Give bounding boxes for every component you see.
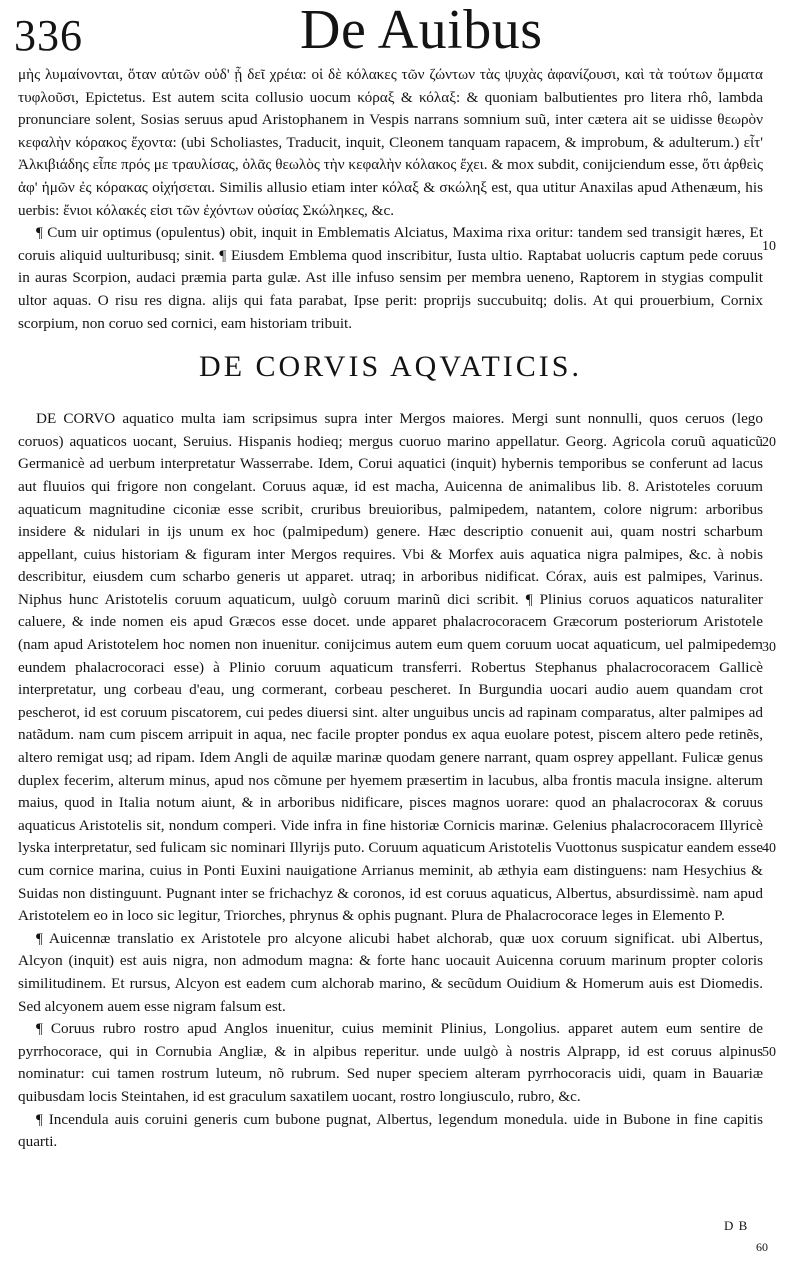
text-body: [18, 64, 763, 1154]
coruus-aquaticus-paragraph: DE CORVO aquatico multa iam scripsimus supra inter Mergos maiores. Mergi sunt nonnulli, quos ceruos (lego coruos) aquaticos uocant, Seruius. Hispanis hodieq; mergus cuoruo marino appellatur. Georg. Agricola coruũ aquaticũ Germanicè ad uerbum interpretatur Wasserrabe. Idem, Corui aquatici (inquit) hybernis temporibus se conferunt ad lacus aut fluuios qui frigore non congelant. Coruus aquæ, id est macha, Auicenna de animalibus lib. 8. Aristoteles coruum aquaticum magnitudine ciconiæ esse scribit, cruribus breuioribus, palmipedem, natantem, colore nigrum: arboribus insidere & nidulari in ijs unum ex hoc (palmipedum) genere. Hæc descriptio conuenit aui, quam nostri scharbum appellant, cuius historiam & figuram inter Mergos requires. Vbi & Morfex auis aquatica nigra palmipes, &c. à nobis describitur, eiusdem cum scharbo generis ut apparet. utraq; in arboribus nidificat. Córax, auis est palmipes, Varinus. Niphus hunc Aristotelis coruum aquaticum, uulgò coruum marinũ dici scribit. ¶ Plinius coruos aquaticos naturaliter caluere, & inde nomen eis apud Græcos esse docet. unde apparet phalacrocoracem Græcorum posteriorum Aristotele (nam apud Aristotelem hoc nomen non inuenitur. conijcimus autem eum quem coruum uocat aquaticum, uel palmipedem eundem phalacrocoraci esse) à Plinio coruum aquaticum transferri. Robertus Stephanus phalacrocoracem Gallicè interpretatur, ung corbeau d'eau, ung cormerant, corbeau pescheret. In Burgundia uocari audio auem quandam crot pescherot, id est coruum piscatorem, cui pedes diuersi sint. alter unguibus uncis ad rapinam comparatus, alter palmipes ad natãdum. nam cum piscem arripuit in aqua, nec facile propter pondus ex aqua euolare potest, piscem altero pede retinẽs, altero remigat usq; ad ripam. Idem Angli de aquilæ marinæ quodam genere narrant, quam ospreу appellant. Fulicæ genus duplex fecerim, alterum minus, apud nos cõmune per hyemem præsertim in lacubus, alba frontis macula insigne. alterum maius, quod in Italia notum aiunt, & in arboribus nidificare, pisces magnos uorare: quod an phalacrocorax & coruus aquaticus Aristotelis sit, nondum comperi. Vide infra in fine historiæ Cornicis marinæ. Gelenius phalacrocoracem Illyricè lyska interpretatur, sed fulicam sic nominari Illyrijs puto. Coruum aquaticum Aristotelis Vuottonus suspicatur eandem esse cum cornice marina, cuius in Ponti Euxini nauigatione Arrianus meminit, ab æthyia eam distinguens: nam Hesychius & Suidas non distinguunt. Pugnant inter se frichachyz & coronos, id est coruus aquaticus, Albertus, absurdissimè. nam apud Aristotelem eo in loco sic legitur, Triorches, phrynus & ophis pugnant. Plura de Phalacrocorace leges in Elemento P.: [18, 410, 763, 925]
signature-mark: D B: [724, 1218, 749, 1233]
margin-line-number: 40: [762, 841, 776, 856]
running-head: De Auibus: [300, 0, 543, 61]
alcyon-paragraph: ¶ Auicennæ translatio ex Aristotele pro alcyone alicubi habet alchorab, quæ uox coruum significat. ubi Albertus, Alcyon (inquit) est auis nigra, non admodum magna: & forte hanc uocauit Auicenna coruum marinum propter coloris similitudinem. Et rursus, Alcyon est eadem cum alchorab marino, & secũdum Ouidium & Homerum auis est Diomedis. Sed alcyonem auem esse nigram falsum est.: [18, 929, 763, 1015]
alciatus-emblem-paragraph: ¶ Cum uir optimus (opulentus) obit, inquit in Emblematis Alciatus, Maxima rixa oritur: tandem sed transigit hæres, Et coruis aliquid uulturibusq; sinit. ¶ Eiusdem Emblema quod inscribitur, Iusta ultio. Raptabat uolucris captum pede coruus in auras Scorpion, audaci præmia parta gulæ. Ast ille infuso sensim per membra ueneno, Raptorem in stygias compulit ultor aquas. O risu res digna. alijs qui fata parabat, Ipse perit: proprijs succubuitq; dolis. At qui prouerbium, Cornix scorpium, non coruo sed cornici, eam historiam tribuit.: [18, 224, 763, 332]
margin-line-number: 30: [762, 640, 776, 655]
page-number: 336: [14, 11, 83, 60]
margin-line-number: 10: [762, 239, 776, 254]
coruus-rubro-rostro-paragraph: ¶ Coruus rubro rostro apud Anglos inuenitur, cuius meminit Plinius, Longolius. apparet autem eum sentire de pyrrhocorace, qui in Cornubia Angliæ, & in alpibus reperitur. unde uulgò à nostris Alprapp, id est coruus alpinus nominatur: cui tamen rostrum luteum, nõ rubrum. Sed nuper speciem alteram pyrrhocoracis uidi, quam in Bauariæ quibusdam locis Steintahen, id est graculum saxatilem uocant, rostro longiusculo, rubro, &c.: [18, 1020, 763, 1105]
greek-quotation-paragraph: μὴς λυμαίνονται, ὅταν αὐτῶν οὐδ' ᾗ δεῖ χρέια: οἱ δὲ κόλακες τῶν ζώντων τὰς ψυχὰς ἀφανίζουσι, καὶ τὰ τούτων ὄμματα τυφλοῦσι, Epictetus. Est autem scita collusio uocum κόραξ & κόλαξ: & quoniam balbutientes pro litera rhô, lambda pronunciare solent, Sosias seruus apud Aristophanem in Vespis narrans somnium suũ, inter cætera ait se uidisse θεωρὸν κεφαλὴν κόρακος ἔχοντα: (ubi Scholiastes, Traducit, inquit, Cleonem tanquam rapacem, & improbum, & adulterum.) εἶτ' Ἀλκιβιάδης εἶπε πρός με τραυλίσας, ὁλᾶς θεωλὸς τὴν κεφαλὴν κόλακος ἔχει. & mox subdit, conijciendum esse, ὅτι ἀρθεὶς ἀφ' ἡμῶν ἐς κόρακας οἰχήσεται. Similis allusio etiam inter κόλαξ & σκώληξ est, qua utitur Anaxilas apud Athenæum, his uerbis: ἔνιοι κόλακές εἰσι τῶν ἐχόντων οὐσίας Σκώληκες, &c.: [18, 66, 763, 219]
incendula-paragraph: ¶ Incendula auis coruini generis cum bubone pugnat, Albertus, legendum monedula. uide in Bubone in fine capitis quarti.: [18, 1110, 763, 1151]
footer-mark: 60: [756, 1240, 768, 1254]
margin-line-number: 50: [762, 1045, 776, 1060]
section-heading: DE CORVIS AQVATICIS.: [199, 350, 582, 384]
margin-line-number: 20: [762, 435, 776, 450]
